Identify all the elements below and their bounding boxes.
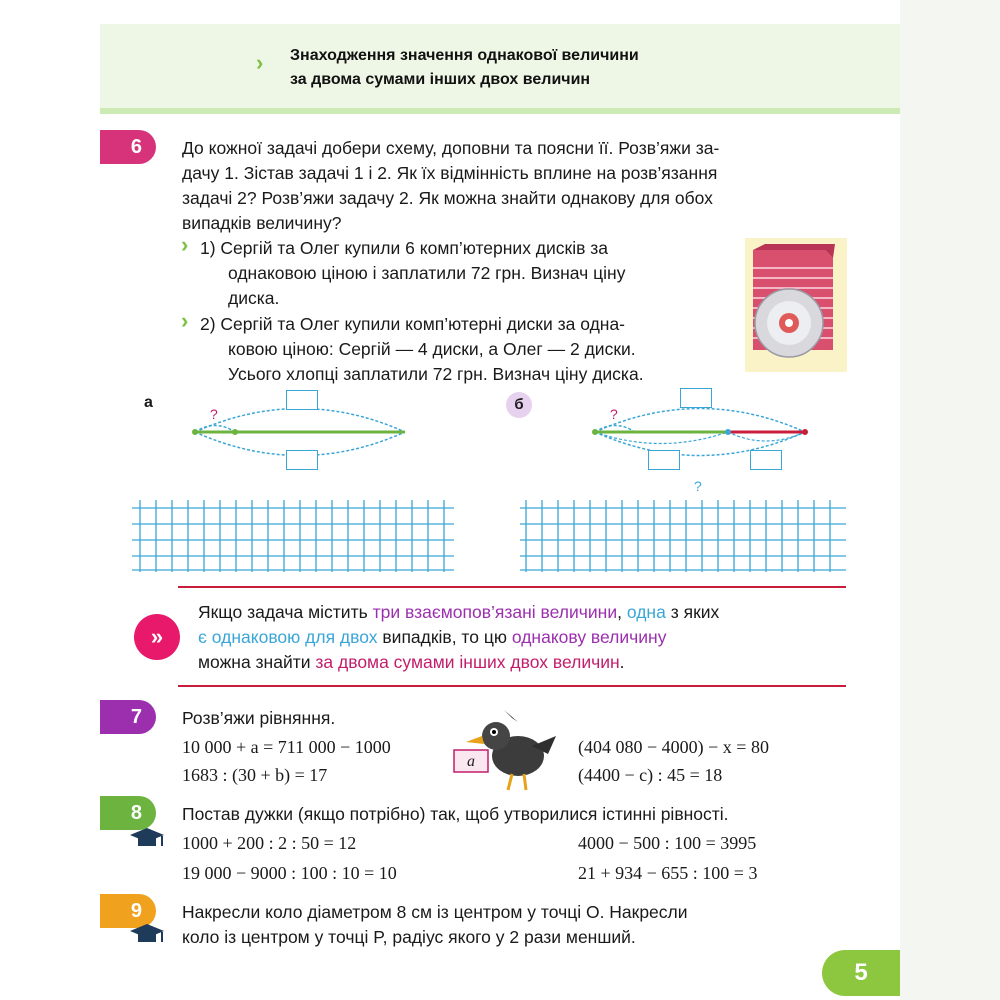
question-mark: ? (610, 406, 618, 422)
text-line: коло із центром у точці P, радіус якого у 2 рази менший. (182, 927, 636, 947)
graduation-cap-icon (128, 922, 166, 946)
rule-line (198, 600, 848, 625)
rule-part: Якщо задача містить (198, 602, 373, 622)
answer-box[interactable] (286, 390, 318, 410)
chevron-right-icon: › (181, 308, 189, 333)
task6-problem-2 (200, 312, 730, 387)
task-number-badge: 6 (100, 130, 156, 164)
task-number-badge: 7 (100, 700, 156, 734)
cd-disc-icon (755, 289, 823, 357)
task9-text (182, 900, 847, 950)
text-line: ковою ціною: Сергій — 4 диски, а Олег — 2 диски. (228, 339, 636, 359)
text-line: дачу 1. Зістав задачі 1 і 2. Як їх відмінність вплине на розв’язання (182, 163, 718, 183)
text-line: випадків величину? (182, 213, 342, 233)
rule-line (198, 650, 848, 675)
text-line: 1) Сергій та Олег купили 6 комп’ютерних дисків за (200, 238, 609, 258)
equation: (4400 − c) : 45 = 18 (578, 765, 723, 785)
text-line: До кожної задачі добери схему, доповни та поясни її. Розв’яжи за- (182, 138, 720, 158)
rule-highlight: за двома сумами інших двох величин (315, 652, 620, 672)
section-title (290, 44, 730, 92)
task8-instruction: Постав дужки (якщо потрібно) так, щоб утворилися істинні рівності. (182, 804, 729, 824)
task-number-badge: 9 (100, 894, 156, 928)
crow-sign-text: a (467, 753, 475, 770)
text-line: Накресли коло діаметром 8 см із центром у точці O. Накресли (182, 902, 688, 922)
text-line: 2) Сергій та Олег купили комп’ютерні диски за одна- (200, 314, 626, 334)
rule-top-line (178, 586, 846, 588)
rule-part: випадків, то цю (377, 627, 512, 647)
rule-part: . (619, 652, 625, 672)
double-chevron-icon: » (134, 614, 180, 660)
scheme-a-label: а (144, 394, 153, 411)
rule-part: можна знайти (198, 652, 316, 672)
text-line: задачі 2? Розв’яжи задачу 2. Як можна знайти однакову для обох (182, 188, 713, 208)
rule-highlight: є однаковою для двох (198, 627, 378, 647)
question-mark: ? (694, 478, 702, 494)
answer-grid-left[interactable] (132, 500, 454, 572)
rule-highlight: однакову величину (511, 627, 667, 647)
task-number-badge: 8 (100, 796, 156, 830)
task6-problem-1 (200, 236, 730, 311)
rule-part: з яких (665, 602, 720, 622)
answer-box[interactable] (680, 388, 712, 408)
answer-grid-right[interactable] (520, 500, 846, 572)
rule-line (198, 625, 848, 650)
section-title-line: за двома сумами інших двох величин (290, 71, 591, 88)
text-line: диска. (228, 288, 280, 308)
answer-box[interactable] (286, 450, 318, 470)
rule-text (198, 600, 848, 675)
scheme-b-label: б (506, 392, 532, 418)
question-mark: ? (210, 406, 218, 422)
equation: 10 000 + a = 711 000 − 1000 (182, 737, 391, 757)
rule-highlight: три взаємопов’язані величини (372, 602, 618, 622)
section-title-line: Знаходження значення однакової величини (290, 47, 639, 64)
task6-intro (182, 136, 847, 236)
equation: (404 080 − 4000) − x = 80 (578, 737, 769, 757)
chevron-right-icon: › (256, 50, 264, 75)
rule-part: , (617, 602, 627, 622)
text-line: однаковою ціною і заплатили 72 грн. Визнач ціну (228, 263, 626, 283)
page-edge (900, 0, 1000, 1000)
task7-instruction: Розв’яжи рівняння. (182, 708, 336, 728)
equation: 19 000 − 9000 : 100 : 10 = 10 (182, 863, 397, 883)
page-number: 5 (822, 950, 900, 996)
cd-illustration (745, 238, 847, 372)
equation: 1683 : (30 + b) = 17 (182, 765, 328, 785)
chevron-right-icon: › (181, 232, 189, 257)
text-line: Усього хлопці заплатили 72 грн. Визнач ціну диска. (228, 364, 644, 384)
crow-illustration (452, 708, 562, 798)
equation: 4000 − 500 : 100 = 3995 (578, 833, 757, 853)
rule-highlight: одна (626, 602, 666, 622)
rule-bottom-line (178, 685, 846, 687)
equation: 21 + 934 − 655 : 100 = 3 (578, 863, 758, 883)
graduation-cap-icon (128, 826, 166, 850)
equation: 1000 + 200 : 2 : 50 = 12 (182, 833, 357, 853)
answer-box[interactable] (750, 450, 782, 470)
answer-box[interactable] (648, 450, 680, 470)
